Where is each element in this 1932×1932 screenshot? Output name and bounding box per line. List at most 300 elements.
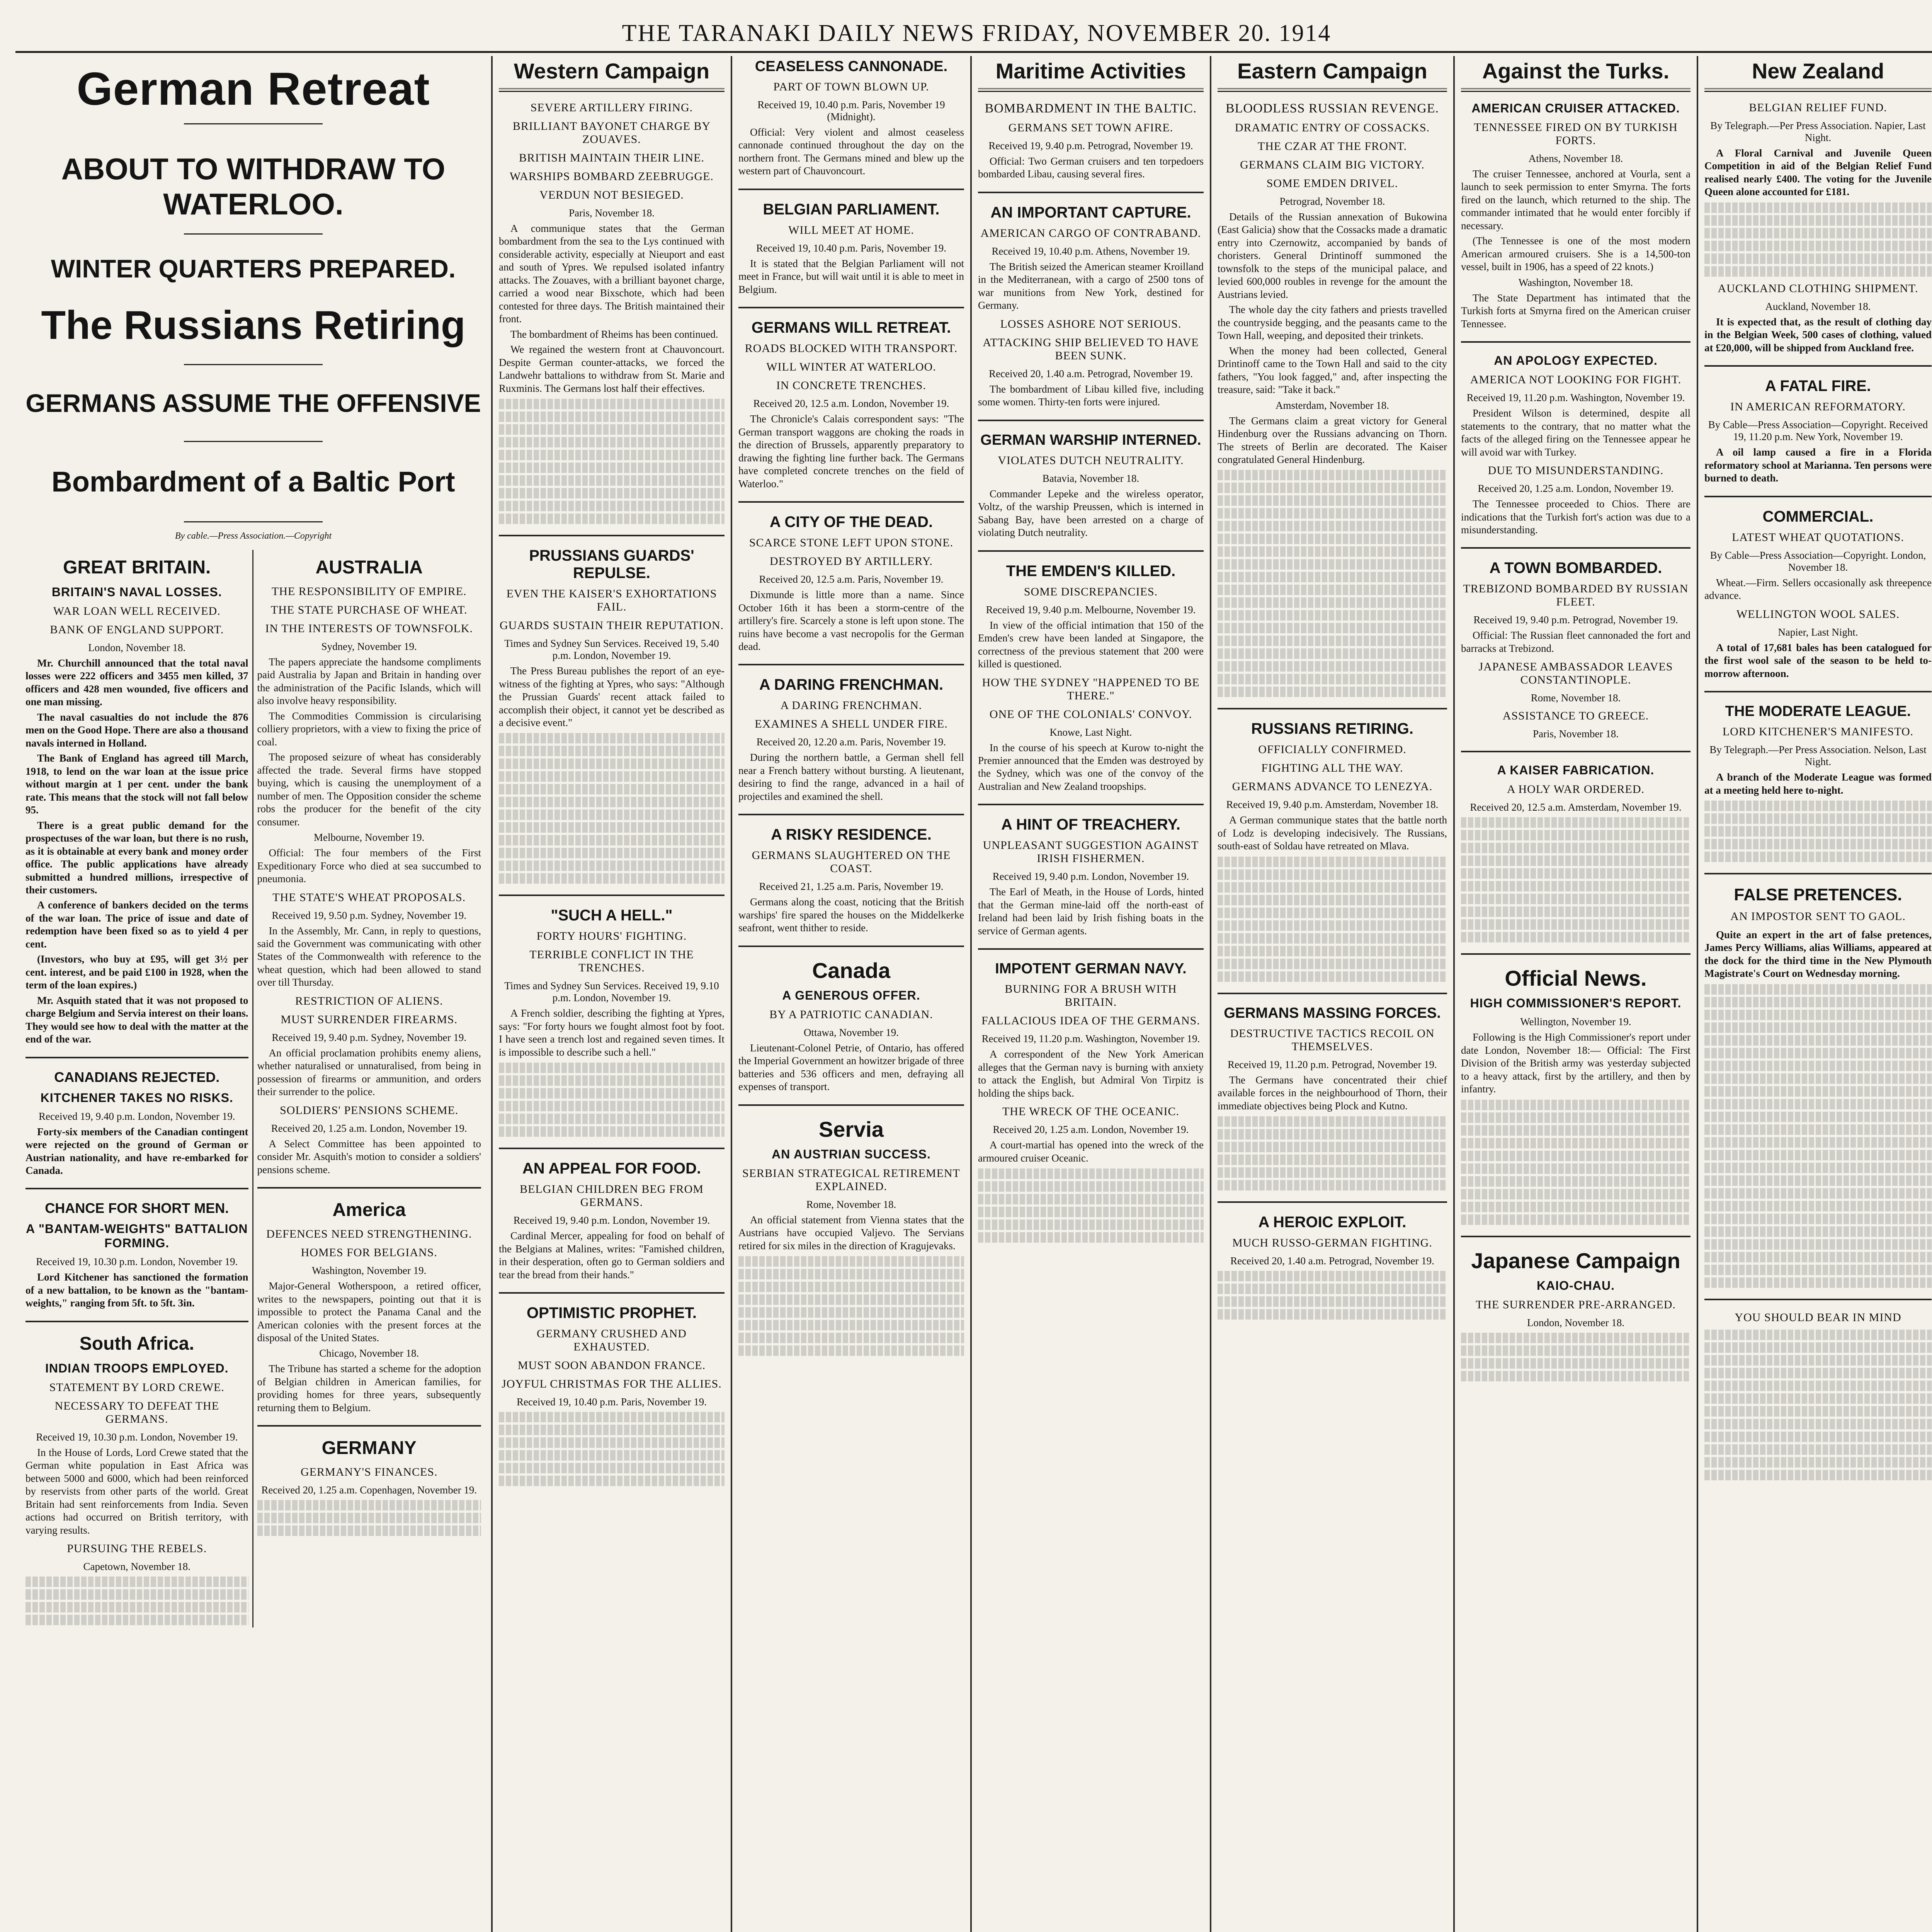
misunderstanding-dateline: Received 20, 1.25 a.m. London, November 19. — [1478, 483, 1674, 495]
south-africa-heading: South Africa. — [79, 1333, 194, 1354]
gb-deck-1: BRITAIN'S NAVAL LOSSES. — [51, 585, 222, 599]
sa-dateline: Received 19, 10.30 p.m. London, November 19. — [36, 1431, 238, 1443]
parliament-paragraph: It is stated that the Belgian Parliament will not meet in France, but will wait until it is able to meet in Belgium. — [738, 257, 964, 295]
text-filler — [1218, 1116, 1447, 1190]
gb-paragraph: Mr. Churchill announced that the total naval losses were 222 officers and 3455 men killed, 37 officers and 428 men wounded, five officers and one man missing. — [26, 657, 248, 708]
turks-paragraph: The cruiser Tennessee, anchored at Vourla, sent a launch to seek permission to enter Smyrna. The forts fired on the launch, which returned to the ship. The commander intimated that he would enter forcibly if necessary. — [1461, 168, 1690, 231]
maritime-heading: Maritime Activities — [995, 59, 1186, 83]
aliens-deck-2: MUST SURRENDER FIREARMS. — [281, 1013, 458, 1026]
masthead: THE TARANAKI DAILY NEWS FRIDAY, NOVEMBER 20. 1914 — [15, 15, 1932, 53]
eastern-deck-5: SOME EMDEN DRIVEL. — [1266, 177, 1398, 190]
eastern-deck-3: THE CZAR AT THE FRONT. — [1257, 140, 1407, 153]
divider — [978, 192, 1204, 193]
western-deck-1: SEVERE ARTILLERY FIRING. — [530, 101, 693, 114]
wool-dateline: Napier, Last Night. — [1778, 626, 1858, 638]
heroic-heading: A HEROIC EXPLOIT. — [1258, 1214, 1406, 1231]
losses-paragraph: The bombardment of Libau killed five, including some women. Thirty-ten forts were injured. — [978, 383, 1204, 408]
losses-deck-2: ATTACKING SHIP BELIEVED TO HAVE BEEN SUNK. — [983, 336, 1199, 362]
divider — [257, 1425, 481, 1427]
germany-heading: GERMANY — [321, 1438, 417, 1459]
misunderstanding-paragraph: The Tennessee proceeded to Chios. There are indications that the Turkish fort's action was due to a misunderstanding. — [1461, 498, 1690, 536]
league-paragraph: A branch of the Moderate League was formed at a meeting held here to-night. — [1704, 771, 1932, 796]
text-filler — [257, 1500, 481, 1536]
short-men-heading: CHANCE FOR SHORT MEN. — [45, 1200, 229, 1216]
emden-deck: SOME DISCREPANCIES. — [1024, 585, 1158, 598]
hell-deck-2: TERRIBLE CONFLICT IN THE TRENCHES. — [529, 948, 694, 975]
gb-paragraph: (Investors, who buy at £95, will get 3½ per cent. interest, and be paid £100 in 1928, when the term of the loan expires.) — [26, 953, 248, 991]
cannonade-heading: CEASELESS CANNONADE. — [755, 58, 948, 75]
nz-deck-1: BELGIAN RELIEF FUND. — [1749, 101, 1887, 114]
divider — [1461, 88, 1690, 92]
capture-deck: AMERICAN CARGO OF CONTRABAND. — [980, 226, 1201, 240]
aus-deck-2: THE STATE PURCHASE OF WHEAT. — [270, 604, 468, 616]
america-deck-2: HOMES FOR BELGIANS. — [301, 1246, 437, 1259]
aus-deck-1: THE RESPONSIBILITY OF EMPIRE. — [271, 585, 467, 598]
sa-deck-1: INDIAN TROOPS EMPLOYED. — [45, 1361, 229, 1375]
massing-paragraph: The Germans have concentrated their chief available forces in the neighbourhood of Thorn, their immediate objectives being Plock and Kutno. — [1218, 1074, 1447, 1112]
risky-deck: GERMANS SLAUGHTERED ON THE COAST. — [752, 849, 951, 875]
greece-dateline: Paris, November 18. — [1533, 728, 1619, 740]
nz-dateline: By Telegraph.—Per Press Association. Napier, Last Night. — [1710, 120, 1926, 143]
divider — [1704, 88, 1932, 92]
sydney-deck-1: HOW THE SYDNEY "HAPPENED TO BE THERE." — [982, 676, 1200, 702]
lead-subcolumns — [22, 550, 485, 1628]
frenchman-paragraph: During the northern battle, a German shell fell near a French battery without bursting. A lieutenant, desiring to find the range, advanced in a hail of projectiles and examined the shell. — [738, 752, 964, 802]
canadians-paragraph: Forty-six members of the Canadian contingent were rejected on the ground of German or Austrian nationality, and have re-embarked for Canada. — [26, 1126, 248, 1176]
lead-byline: By cable.—Press Association.—Copyright — [175, 531, 332, 541]
nz-paragraph: A Floral Carnival and Juvenile Queen Competition in aid of the Belgian Relief Fund realised nearly £400. The voting for the Juvenile Queen alone accounted for £181. — [1704, 147, 1932, 198]
america-dateline: Washington, November 19. — [312, 1265, 427, 1277]
wreck-dateline: Received 20, 1.25 a.m. London, November 19. — [993, 1124, 1189, 1136]
lead-headline-4: GERMANS ASSUME THE OFFENSIVE — [26, 389, 481, 417]
emden-heading: THE EMDEN'S KILLED. — [1006, 562, 1176, 580]
sydney-dateline: Knowe, Last Night. — [1049, 726, 1132, 738]
retiring-dateline: Received 19, 9.40 p.m. Amsterdam, November 18. — [1226, 799, 1439, 811]
turks-paragraph: The State Department has intimated that the Turkish forts at Smyrna fired on the American cruiser Tennessee. — [1461, 292, 1690, 330]
gb-heading: GREAT BRITAIN. — [63, 557, 211, 578]
germany-dateline: Received 20, 1.25 a.m. Copenhagen, November 19. — [261, 1484, 477, 1496]
risky-dateline: Received 21, 1.25 a.m. Paris, November 19. — [759, 881, 944, 893]
retreat-dateline: Received 20, 12.5 a.m. London, November 19. — [753, 398, 949, 410]
risky-heading: A RISKY RESIDENCE. — [771, 826, 932, 844]
misunderstanding-deck: DUE TO MISUNDERSTANDING. — [1488, 464, 1664, 477]
aus-paragraph: Official: The four members of the First Expeditionary Force who died at sea succumbed to pneumonia. — [257, 847, 481, 885]
canada-deck-2: BY A PATRIOTIC CANADIAN. — [769, 1008, 933, 1021]
great-britain-section — [22, 550, 253, 1628]
divider — [499, 535, 724, 536]
pensions-dateline: Received 20, 1.25 a.m. London, November 19. — [271, 1122, 467, 1134]
maritime-column — [972, 56, 1211, 1932]
eastern-campaign-column — [1211, 56, 1455, 1932]
turks-column — [1455, 56, 1698, 1932]
massing-heading: GERMANS MASSING FORCES. — [1224, 1005, 1441, 1021]
turks-heading: Against the Turks. — [1482, 59, 1670, 83]
guards-heading: PRUSSIANS GUARDS' REPULSE. — [529, 547, 694, 582]
interned-paragraph: Commander Lepeke and the wireless operator, Voltz, of the warship Preussen, which is interned in Sabang Bay, have been arrested on a charge of violating Dutch neutrality. — [978, 488, 1204, 539]
divider — [499, 895, 724, 896]
guards-paragraph: The Press Bureau publishes the report of an eye-witness of the fighting at Ypres, who says: "Although the Prussian Guards' recent attack failed to accomplish their object, it cannot yet be described as a decisive event." — [499, 665, 724, 728]
america-paragraph: The Tribune has started a scheme for the adoption of Belgian children in American families, for providing homes for three years, subsequently returning them to Belgium. — [257, 1363, 481, 1413]
canada-heading: Canada — [812, 958, 891, 983]
eastern-heading: Eastern Campaign — [1237, 59, 1427, 83]
western-paragraph: We regained the western front at Chauvoncourt. Despite German counter-attacks, we forced the Landwehr battalions to withdraw from St. Marie and Ruxminis. The Germans lost half their effectives. — [499, 344, 724, 394]
rebels-dateline: Capetown, November 18. — [83, 1561, 190, 1573]
frenchman-deck-2: EXAMINES A SHELL UNDER FIRE. — [755, 718, 948, 731]
western-dateline: Paris, November 18. — [569, 207, 655, 219]
turks-deck-2: TENNESSEE FIRED ON BY TURKISH FORTS. — [1474, 121, 1678, 147]
food-heading: AN APPEAL FOR FOOD. — [522, 1160, 701, 1177]
divider — [26, 1188, 248, 1189]
divider — [738, 814, 964, 815]
short-men-paragraph: Lord Kitchener has sanctioned the formation of a new battalion, to be known as the "bantam-weights," ranging from 5ft. to 5ft. 3in. — [26, 1271, 248, 1309]
food-paragraph: Cardinal Mercer, appealing for food on behalf of the Belgians at Malines, writes: "Famished children, in their desperation, often go to German soldiers and tear the bread from their hands." — [499, 1230, 724, 1281]
aliens-deck-1: RESTRICTION OF ALIENS. — [295, 994, 443, 1007]
divider — [499, 88, 724, 92]
league-dateline: By Telegraph.—Per Press Association. Nelson, Last Night. — [1709, 744, 1927, 768]
town-dateline: Received 19, 9.40 p.m. Petrograd, November 19. — [1473, 614, 1678, 626]
divider — [184, 441, 323, 442]
gb-deck-2: WAR LOAN WELL RECEIVED. — [53, 605, 221, 617]
canadians-dateline: Received 19, 9.40 p.m. London, November 19. — [39, 1110, 235, 1122]
divider — [1461, 953, 1690, 955]
guards-dateline: Times and Sydney Sun Services. Received 19, 5.40 p.m. London, November 19. — [504, 638, 719, 662]
heroic-dateline: Received 20, 1.40 a.m. Petrograd, November 19. — [1230, 1255, 1434, 1267]
japanese-campaign-heading: Japanese Campaign — [1471, 1248, 1680, 1273]
apology-deck: AMERICA NOT LOOKING FOR FIGHT. — [1470, 373, 1682, 386]
divider — [1218, 708, 1447, 709]
columns — [15, 56, 1932, 1932]
pensions-paragraph: A Select Committee has been appointed to consider Mr. Asquith's motion to consider a soldiers' pensions scheme. — [257, 1138, 481, 1175]
cannonade-column — [732, 56, 972, 1932]
short-men-dateline: Received 19, 10.30 p.m. London, November 19. — [36, 1256, 238, 1268]
treachery-dateline: Received 19, 9.40 p.m. London, November 19. — [992, 871, 1189, 883]
maritime-deck-1: BOMBARDMENT IN THE BALTIC. — [985, 101, 1197, 116]
retreat-deck-2: WILL WINTER AT WATERLOO. — [766, 361, 936, 374]
text-filler — [1218, 1271, 1447, 1320]
text-filler — [1461, 1333, 1690, 1381]
retreat-deck-3: IN CONCRETE TRENCHES. — [776, 379, 926, 392]
parliament-heading: BELGIAN PARLIAMENT. — [763, 201, 940, 218]
impotent-heading: IMPOTENT GERMAN NAVY. — [995, 961, 1187, 977]
retiring-deck-1: OFFICIALLY CONFIRMED. — [1258, 743, 1406, 756]
text-filler — [26, 1577, 248, 1625]
divider — [1461, 1236, 1690, 1237]
sydney-deck-2: ONE OF THE COLONIALS' CONVOY. — [989, 707, 1192, 721]
cannonade-dateline: Received 19, 10.40 p.m. Paris, November 19 (Midnight). — [757, 99, 945, 122]
lead-headline-2: WINTER QUARTERS PREPARED. — [51, 254, 456, 283]
hell-paragraph: A French soldier, describing the fighting at Ypres, says: "For forty hours we fought almost foot by foot. I have seen a trench lost and regained seven times. It is impossible to describe such a hell." — [499, 1007, 724, 1058]
optimistic-heading: OPTIMISTIC PROPHET. — [526, 1304, 697, 1322]
fabrication-deck: A HOLY WAR ORDERED. — [1507, 783, 1645, 796]
optimistic-deck-1: GERMANY CRUSHED AND EXHAUSTED. — [537, 1327, 687, 1354]
massing-deck: DESTRUCTIVE TACTICS RECOIL ON THEMSELVES. — [1230, 1027, 1435, 1053]
eastern-deck-4: GERMANS CLAIM BIG VICTORY. — [1240, 158, 1425, 171]
servia-heading: Servia — [818, 1117, 884, 1141]
text-filler — [1704, 1330, 1932, 1480]
maritime-dateline: Received 19, 9.40 p.m. Petrograd, November 19. — [988, 140, 1193, 151]
guards-deck-1: EVEN THE KAISER'S EXHORTATIONS FAIL. — [506, 587, 717, 614]
divider — [1461, 341, 1690, 343]
text-filler — [1704, 984, 1932, 1288]
eastern-paragraph: Details of the Russian annexation of Bukowina (East Galicia) show that the Cossacks made a dramatic entry into Czernowitz, accompanied by bands of choristers. General Drintinoff summoned the townsfolk to the steps of the municipal palace, and levied 600,000 roubles in revenge for the amount the Austrians levied. — [1218, 211, 1447, 300]
divider — [978, 550, 1204, 552]
gb-paragraph: Mr. Asquith stated that it was not proposed to charge Belgium and Servia interest on their loans. They would see how to deal with the matter at the end of the war. — [26, 994, 248, 1045]
divider — [1704, 365, 1932, 367]
divider — [26, 1057, 248, 1058]
divider — [738, 189, 964, 190]
divider — [184, 233, 323, 235]
maritime-deck-2: GERMANS SET TOWN AFIRE. — [1008, 121, 1173, 134]
apology-paragraph: President Wilson is determined, despite all statements to the contrary, that no matter what the facts of the alleged firing on the Tennessee appear he will avoid war with Turkey. — [1461, 407, 1690, 458]
lead-column — [15, 56, 493, 1932]
western-heading: Western Campaign — [514, 59, 710, 83]
western-deck-4: WARSHIPS BOMBARD ZEEBRUGGE. — [510, 170, 714, 183]
wreck-paragraph: A court-martial has opened into the wreck of the armoured cruiser Oceanic. — [978, 1139, 1204, 1164]
official-news-paragraph: Following is the High Commissioner's report under date London, November 18:— Official: The First Division of the British army was yesterday subjected to a heavy attack, first by the artillery, and then by infantry. — [1461, 1031, 1690, 1095]
servia-dateline: Rome, November 18. — [806, 1198, 896, 1210]
divider — [1218, 993, 1447, 994]
fabrication-heading: A KAISER FABRICATION. — [1497, 763, 1655, 777]
frenchman-dateline: Received 20, 12.20 a.m. Paris, November 19. — [756, 736, 946, 748]
divider — [1218, 1201, 1447, 1203]
aus-paragraph: The Commodities Commission is circularising colliery proprietors, with a view to fixing the price of coal. — [257, 710, 481, 748]
capture-dateline: Received 19, 10.40 p.m. Athens, November 19. — [992, 245, 1190, 257]
text-filler — [1461, 1100, 1690, 1225]
retreat-deck-1: ROADS BLOCKED WITH TRANSPORT. — [745, 342, 958, 355]
wheat-deck: THE STATE'S WHEAT PROPOSALS. — [272, 891, 466, 904]
nz-heading: New Zealand — [1752, 59, 1884, 83]
false-pretences-deck: AN IMPOSTOR SENT TO GAOL. — [1730, 910, 1906, 923]
canada-dateline: Ottawa, November 19. — [804, 1026, 899, 1038]
apology-heading: AN APOLOGY EXPECTED. — [1494, 354, 1658, 368]
false-pretences-paragraph: Quite an expert in the art of false pretences, James Percy Williams, alias Williams, appeared at the dock for the third time in the New Plymouth Magistrate's Court on Wednesday morning. — [1704, 929, 1932, 980]
optimistic-dateline: Received 19, 10.40 p.m. Paris, November 19. — [517, 1396, 707, 1408]
hell-heading: "SUCH A HELL." — [551, 907, 673, 924]
fire-paragraph: A oil lamp caused a fire in a Florida reformatory school at Marianna. Ten persons were burned to death. — [1704, 446, 1932, 484]
gb-paragraph: A conference of bankers decided on the terms of the war loan. The price of issue and date of redemption have been fixed so as to yield 4 per cent. — [26, 899, 248, 950]
divider — [184, 123, 323, 124]
commercial-dateline: By Cable—Press Association—Copyright. London, November 18. — [1710, 549, 1926, 573]
eastern-paragraph: The whole day the city fathers and priests travelled the countryside begging, and the peasants came to the Town Hall, weeping, and deposited their trinkets. — [1218, 304, 1447, 342]
interned-heading: GERMAN WARSHIP INTERNED. — [980, 432, 1201, 448]
false-pretences-heading: FALSE PRETENCES. — [1734, 885, 1902, 904]
divider — [978, 804, 1204, 805]
bear-in-mind-deck: YOU SHOULD BEAR IN MIND — [1735, 1311, 1901, 1324]
aus-paragraph: The proposed seizure of wheat has considerably affected the trade. Several firms have stopped buying, which is causing the unemployment of a number of men. The Opposition consider the scheme robs the producer for the benefit of the city consumer. — [257, 751, 481, 828]
divider — [499, 1148, 724, 1149]
divider — [1704, 1299, 1932, 1300]
text-filler — [1704, 801, 1932, 862]
emden-paragraph: In view of the official intimation that 150 of the Emden's crew have been landed at Singapore, the correctness of the previous statement that 200 were killed is questioned. — [978, 619, 1204, 670]
eastern-paragraph: The Germans claim a great victory for General Hindenburg over the Russians advancing on Thorn. The streets of Berlin are decorated. The Kaiser congratulated General Hindenburg. — [1218, 415, 1447, 465]
western-deck-5: VERDUN NOT BESIEGED. — [539, 189, 684, 201]
aus-deck-3: IN THE INTERESTS OF TOWNSFOLK. — [265, 622, 473, 635]
western-deck-2: BRILLIANT BAYONET CHARGE BY ZOUAVES. — [512, 120, 711, 146]
clothing-paragraph: It is expected that, as the result of clothing day in the Belgian Week, 500 cases of clothing, valued at £20,000, will be shipped from Auckland free. — [1704, 316, 1932, 354]
turks-dateline: Athens, November 18. — [1528, 153, 1623, 164]
divider — [738, 664, 964, 665]
eastern-dateline: Petrograd, November 18. — [1279, 196, 1385, 207]
official-news-dateline: Wellington, November 19. — [1520, 1016, 1631, 1028]
america-deck-1: DEFENCES NEED STRENGTHENING. — [266, 1228, 472, 1241]
new-zealand-column — [1698, 56, 1932, 1932]
text-filler — [978, 1168, 1204, 1243]
gb-paragraph: The Bank of England has agreed till March, 1918, to lend on the war loan at the issue price without margin at 1 per cent. under the bank rate. This means that the stock will not fall below 95. — [26, 752, 248, 816]
league-heading: THE MODERATE LEAGUE. — [1725, 703, 1911, 720]
interned-deck: VIOLATES DUTCH NEUTRALITY. — [998, 454, 1184, 467]
city-dead-paragraph: Dixmunde is little more than a name. Since October 16th it has been a storm-centre of the artillery's fire. Scarcely a stone is left upon stone. The ruins have become a vast necropolis for the German dead. — [738, 589, 964, 652]
japanese-deck-2: THE SURRENDER PRE-ARRANGED. — [1476, 1298, 1676, 1311]
divider — [1461, 751, 1690, 752]
town-heading: A TOWN BOMBARDED. — [1489, 560, 1662, 577]
divider — [738, 307, 964, 308]
retiring-deck-3: GERMANS ADVANCE TO LENEZYA. — [1232, 780, 1433, 793]
fire-deck: IN AMERICAN REFORMATORY. — [1730, 400, 1906, 413]
turks-deck-1: AMERICAN CRUISER ATTACKED. — [1471, 101, 1680, 115]
western-campaign-column — [493, 56, 732, 1932]
lead-headline-5: Bombardment of a Baltic Port — [51, 466, 455, 498]
impotent-dateline: Received 19, 11.20 p.m. Washington, November 19. — [981, 1033, 1200, 1045]
text-filler — [1461, 817, 1690, 942]
food-deck: BELGIAN CHILDREN BEG FROM GERMANS. — [520, 1183, 704, 1209]
greece-deck: ASSISTANCE TO GREECE. — [1502, 709, 1649, 723]
commercial-paragraph: Wheat.—Firm. Sellers occasionally ask threepence advance. — [1704, 577, 1932, 602]
losses-dateline: Received 20, 1.40 a.m. Petrograd, November 19. — [989, 367, 1193, 379]
divider — [1704, 873, 1932, 874]
western-deck-3: BRITISH MAINTAIN THEIR LINE. — [519, 151, 704, 164]
canadians-heading: CANADIANS REJECTED. — [54, 1069, 220, 1085]
sa-deck-2: STATEMENT BY LORD CREWE. — [49, 1381, 224, 1394]
japanese-ambassador-deck: JAPANESE AMBASSADOR LEAVES CONSTANTINOPLE. — [1478, 660, 1673, 687]
eastern-deck-2: DRAMATIC ENTRY OF COSSACKS. — [1235, 121, 1430, 134]
divider — [184, 364, 323, 365]
sydney-paragraph: In the course of his speech at Kurow to-night the Premier announced that the Emden was destroyed by the Sydney, which was one of the convoy of the Australian and New Zealand troopships. — [978, 742, 1204, 792]
pensions-deck: SOLDIERS' PENSIONS SCHEME. — [280, 1104, 459, 1117]
text-filler — [1218, 470, 1447, 697]
aus-dateline: Sydney, November 19. — [321, 641, 417, 652]
canada-deck-1: A GENEROUS OFFER. — [782, 988, 920, 1002]
commercial-heading: COMMERCIAL. — [1762, 508, 1874, 525]
lead-title: German Retreat — [77, 63, 430, 115]
america-heading: America — [332, 1200, 406, 1221]
retreat-heading: GERMANS WILL RETREAT. — [751, 319, 951, 337]
retiring-deck-2: FIGHTING ALL THE WAY. — [1261, 762, 1403, 775]
aliens-dateline: Received 19, 9.40 p.m. Sydney, November 19. — [272, 1031, 467, 1043]
heroic-deck: MUCH RUSSO-GERMAN FIGHTING. — [1232, 1236, 1432, 1250]
capture-paragraph: The British seized the American steamer Kroilland in the Mediterranean, with a cargo of 2500 tons of war munitions from New York, destined for Germany. — [978, 260, 1204, 311]
divider — [499, 1292, 724, 1294]
divider — [1704, 691, 1932, 692]
germany-deck: GERMANY'S FINANCES. — [301, 1466, 438, 1479]
capture-heading: AN IMPORTANT CAPTURE. — [990, 204, 1191, 221]
risky-paragraph: Germans along the coast, noticing that the British warships' fire spared the houses on the Middelkerke seafront, went thither to reside. — [738, 896, 964, 934]
official-news-heading: Official News. — [1505, 966, 1647, 991]
japanese-dateline: London, November 18. — [1527, 1316, 1624, 1328]
wool-deck: WELLINGTON WOOL SALES. — [1736, 607, 1900, 621]
hell-dateline: Times and Sydney Sun Services. Received 19, 9.10 p.m. London, November 19. — [504, 980, 719, 1004]
apology-dateline: Received 19, 11.20 p.m. Washington, November 19. — [1466, 392, 1685, 404]
text-filler — [1218, 857, 1447, 982]
divider — [26, 1321, 248, 1322]
massing-dateline: Received 19, 11.20 p.m. Petrograd, November 19. — [1228, 1058, 1437, 1070]
eastern-deck-1: BLOODLESS RUSSIAN REVENGE. — [1225, 101, 1439, 116]
divider — [257, 1187, 481, 1189]
gb-dateline: London, November 18. — [88, 642, 186, 653]
cannonade-deck: PART OF TOWN BLOWN UP. — [773, 80, 929, 93]
turks-dateline-2: Washington, November 18. — [1518, 276, 1633, 288]
aus-paragraph: The papers appreciate the handsome compliments paid Australia by Japan and Britain in handing over the administration of the Pacific Islands, which will also involve heavy responsibility. — [257, 656, 481, 707]
japanese-deck-1: KAIO-CHAU. — [1537, 1278, 1615, 1293]
town-deck: TREBIZOND BOMBARDED BY RUSSIAN FLEET. — [1463, 582, 1689, 609]
america-paragraph: Major-General Wotherspoon, a retired officer, writes to the newspapers, pointing out that it is impossible to protect the Panama Canal and the American colonies with the present forces at the disposal of the United States. — [257, 1280, 481, 1344]
gb-paragraph: The naval casualties do not include the 876 men on the Good Hope. There are also a thousand navals interned in Holland. — [26, 711, 248, 749]
losses-deck-1: LOSSES ASHORE NOT SERIOUS. — [1000, 317, 1182, 330]
interned-dateline: Batavia, November 18. — [1042, 472, 1139, 484]
australia-section — [253, 550, 485, 1628]
servia-paragraph: An official statement from Vienna states that the Austrians have occupied Valjevo. The Servians retired for six miles in the direction of Kragujevaks. — [738, 1214, 964, 1252]
divider — [738, 1104, 964, 1106]
parliament-deck: WILL MEET AT HOME. — [788, 223, 914, 236]
divider — [978, 948, 1204, 950]
canadians-deck: KITCHENER TAKES NO RISKS. — [40, 1090, 233, 1105]
aliens-paragraph: An official proclamation prohibits enemy aliens, whether naturalised or unnaturalised, from being in possession of firearms or ammunition, and orders their surrender to the police. — [257, 1047, 481, 1098]
town-paragraph: Official: The Russian fleet cannonaded the fort and barracks at Trebizond. — [1461, 629, 1690, 654]
commercial-deck: LATEST WHEAT QUOTATIONS. — [1732, 531, 1904, 544]
clothing-deck: AUCKLAND CLOTHING SHIPMENT. — [1718, 282, 1918, 295]
canada-paragraph: Lieutenant-Colonel Petrie, of Ontario, has offered the Imperial Government an howitzer brigade of three batteries and 536 officers and men, defraying all expenses of transport. — [738, 1042, 964, 1093]
fire-heading: A FATAL FIRE. — [1765, 378, 1871, 395]
maritime-paragraph: Official: Two German cruisers and ten torpedoers bombarded Libau, causing several fires. — [978, 155, 1204, 180]
official-news-deck: HIGH COMMISSIONER'S REPORT. — [1470, 996, 1682, 1010]
lead-headline-1: ABOUT TO WITHDRAW TO WATERLOO. — [61, 152, 446, 221]
australia-heading: AUSTRALIA — [315, 557, 423, 578]
divider — [978, 420, 1204, 421]
short-men-deck: A "BANTAM-WEIGHTS" BATTALION FORMING. — [26, 1222, 248, 1250]
cannonade-paragraph: Official: Very violent and almost ceaseless cannonade continued throughout the day on the northern front. The Germans mined and blew up the western part of Chauvoncourt. — [738, 126, 964, 177]
divider — [1461, 547, 1690, 549]
food-dateline: Received 19, 9.40 p.m. London, November 19. — [513, 1214, 710, 1226]
gb-paragraph: There is a great public demand for the prospectuses of the war loan, but there is no rush, as it is obtainable at every bank and money order office. The public applications have already submitted a hundred millions, irrespective of their customers. — [26, 819, 248, 896]
western-paragraph: The bombardment of Rheims has been continued. — [510, 328, 718, 340]
optimistic-deck-3: JOYFUL CHRISTMAS FOR THE ALLIES. — [502, 1378, 722, 1391]
treachery-heading: A HINT OF TREACHERY. — [1001, 816, 1180, 833]
frenchman-heading: A DARING FRENCHMAN. — [759, 676, 944, 694]
city-dead-deck-1: SCARCE STONE LEFT UPON STONE. — [749, 536, 954, 549]
sa-paragraph: In the House of Lords, Lord Crewe stated that the German white population in East Africa was between 5000 and 6000, which had been reinforced by reservists from other parts of the world. Great Britain had sent reinforcements from India. Seven actions had occurred on British territory, with varying results. — [26, 1446, 248, 1536]
divider — [1704, 496, 1932, 497]
sa-deck-3: NECESSARY TO DEFEAT THE GERMANS. — [54, 1399, 219, 1425]
wool-paragraph: A total of 17,681 bales has been catalogued for the first wool sale of the season to be held to-morrow afternoon. — [1704, 641, 1932, 679]
eastern-dateline-2: Amsterdam, November 18. — [1276, 399, 1389, 411]
lead-headline-3: The Russians Retiring — [41, 303, 466, 348]
japanese-ambassador-dateline: Rome, November 18. — [1531, 692, 1621, 704]
retiring-heading: RUSSIANS RETIRING. — [1251, 720, 1414, 738]
city-dead-heading: A CITY OF THE DEAD. — [769, 514, 933, 531]
treachery-deck: UNPLEASANT SUGGESTION AGAINST IRISH FISHERMEN. — [983, 839, 1199, 865]
wheat-paragraph: In the Assembly, Mr. Cann, in reply to questions, said the Government was communicating with other States of the Commonwealth with reference to the wheat question, which had been allowed to stand over till Thursday. — [257, 925, 481, 988]
divider — [978, 88, 1204, 92]
city-dead-deck-2: DESTROYED BY ARTILLERY. — [769, 555, 933, 568]
servia-deck-1: AN AUSTRIAN SUCCESS. — [772, 1147, 931, 1161]
america-dateline-2: Chicago, November 18. — [319, 1347, 419, 1359]
divider — [738, 501, 964, 503]
impotent-deck-1: BURNING FOR A BRUSH WITH BRITAIN. — [1005, 983, 1177, 1009]
frenchman-deck-1: A DARING FRENCHMAN. — [780, 699, 922, 712]
divider — [738, 946, 964, 947]
turks-paragraph: (The Tennessee is one of the most modern American armoured cruisers. She is a 14,500-ton vessel, built in 1906, has a speed of 22 knots.) — [1461, 235, 1690, 273]
treachery-paragraph: The Earl of Meath, in the House of Lords, hinted that the German mine-laid off the north-east of Ireland had been laid by Irish fishing boats in the service of German agents. — [978, 886, 1204, 937]
emden-dateline: Received 19, 9.40 p.m. Melbourne, November 19. — [986, 604, 1196, 616]
